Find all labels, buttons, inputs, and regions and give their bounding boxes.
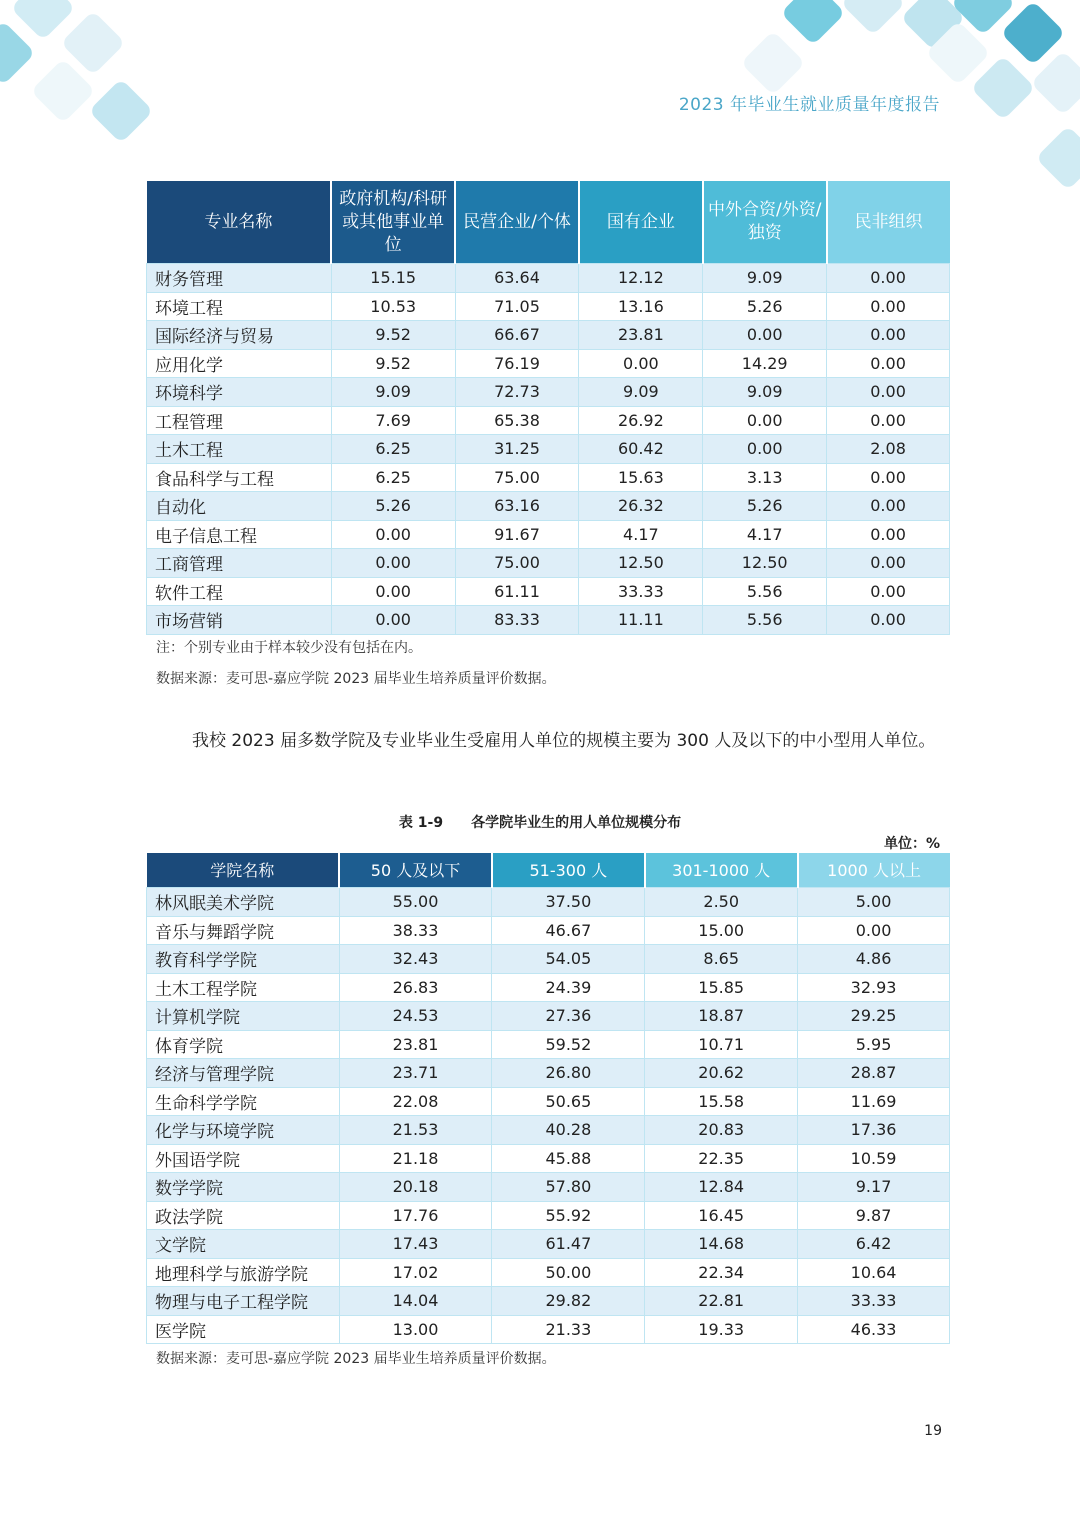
value-cell: 17.43 — [339, 1230, 492, 1259]
value-cell: 0.00 — [703, 435, 827, 464]
value-cell: 0.00 — [827, 349, 950, 378]
value-cell: 38.33 — [339, 916, 492, 945]
value-cell: 0.00 — [827, 406, 950, 435]
row-label-cell: 林风眠美术学院 — [147, 888, 340, 917]
value-cell: 0.00 — [331, 520, 455, 549]
row-label-cell: 外国语学院 — [147, 1144, 340, 1173]
table-row — [147, 945, 950, 974]
value-cell: 15.85 — [645, 973, 798, 1002]
row-label-cell: 音乐与舞蹈学院 — [147, 916, 340, 945]
row-label-cell: 国际经济与贸易 — [147, 321, 332, 350]
value-cell: 59.52 — [492, 1030, 645, 1059]
table-row — [147, 1201, 950, 1230]
value-cell: 57.80 — [492, 1173, 645, 1202]
table-caption: 表 1-9 各学院毕业生的用人单位规模分布 — [398, 815, 682, 831]
value-cell: 50.00 — [492, 1258, 645, 1287]
value-cell: 18.87 — [645, 1002, 798, 1031]
value-cell: 26.32 — [579, 492, 703, 521]
data-source: 数据来源：麦可思-嘉应学院 2023 届毕业生培养质量评价数据。 — [156, 1351, 556, 1367]
table-row — [147, 606, 950, 635]
value-cell: 9.09 — [703, 378, 827, 407]
column-header: 中外合资/外资/独资 — [703, 181, 827, 264]
table-row — [147, 1116, 950, 1145]
value-cell: 55.00 — [339, 888, 492, 917]
value-cell: 4.17 — [579, 520, 703, 549]
value-cell: 0.00 — [827, 292, 950, 321]
value-cell: 5.26 — [331, 492, 455, 521]
major-employer-type-table — [146, 181, 950, 635]
value-cell: 75.00 — [455, 463, 579, 492]
value-cell: 3.13 — [703, 463, 827, 492]
value-cell: 15.15 — [331, 264, 455, 293]
row-label-cell: 地理科学与旅游学院 — [147, 1258, 340, 1287]
value-cell: 45.88 — [492, 1144, 645, 1173]
unit-label: 单位：% — [883, 836, 940, 852]
value-cell: 23.71 — [339, 1059, 492, 1088]
table-row — [147, 1087, 950, 1116]
column-header: 50 人及以下 — [339, 853, 492, 888]
table-body — [147, 888, 950, 1344]
row-label-cell: 教育科学学院 — [147, 945, 340, 974]
value-cell: 19.33 — [645, 1315, 798, 1344]
table-header — [147, 853, 950, 888]
value-cell: 23.81 — [339, 1030, 492, 1059]
row-label-cell: 文学院 — [147, 1230, 340, 1259]
value-cell: 13.00 — [339, 1315, 492, 1344]
row-label-cell: 市场营销 — [147, 606, 332, 635]
column-header: 国有企业 — [579, 181, 703, 264]
value-cell: 5.00 — [798, 888, 950, 917]
page-number: 19 — [924, 1423, 942, 1439]
column-header: 51-300 人 — [492, 853, 645, 888]
table-row — [147, 549, 950, 578]
value-cell: 29.25 — [798, 1002, 950, 1031]
value-cell: 14.04 — [339, 1287, 492, 1316]
value-cell: 26.83 — [339, 973, 492, 1002]
row-label-cell: 生命科学学院 — [147, 1087, 340, 1116]
row-label-cell: 物理与电子工程学院 — [147, 1287, 340, 1316]
value-cell: 15.58 — [645, 1087, 798, 1116]
value-cell: 27.36 — [492, 1002, 645, 1031]
value-cell: 11.11 — [579, 606, 703, 635]
value-cell: 9.87 — [798, 1201, 950, 1230]
value-cell: 0.00 — [827, 520, 950, 549]
row-label-cell: 电子信息工程 — [147, 520, 332, 549]
value-cell: 24.53 — [339, 1002, 492, 1031]
value-cell: 13.16 — [579, 292, 703, 321]
value-cell: 6.25 — [331, 435, 455, 464]
row-label-cell: 环境科学 — [147, 378, 332, 407]
value-cell: 21.18 — [339, 1144, 492, 1173]
data-source: 数据来源：麦可思-嘉应学院 2023 届毕业生培养质量评价数据。 — [156, 671, 556, 687]
value-cell: 28.87 — [798, 1059, 950, 1088]
table-row — [147, 916, 950, 945]
value-cell: 14.29 — [703, 349, 827, 378]
value-cell: 9.09 — [703, 264, 827, 293]
table-row — [147, 973, 950, 1002]
value-cell: 12.84 — [645, 1173, 798, 1202]
value-cell: 22.34 — [645, 1258, 798, 1287]
value-cell: 10.64 — [798, 1258, 950, 1287]
value-cell: 20.18 — [339, 1173, 492, 1202]
row-label-cell: 工商管理 — [147, 549, 332, 578]
value-cell: 9.09 — [331, 378, 455, 407]
value-cell: 26.92 — [579, 406, 703, 435]
value-cell: 71.05 — [455, 292, 579, 321]
value-cell: 31.25 — [455, 435, 579, 464]
value-cell: 0.00 — [331, 549, 455, 578]
value-cell: 6.25 — [331, 463, 455, 492]
column-header: 专业名称 — [147, 181, 332, 264]
value-cell: 0.00 — [827, 577, 950, 606]
row-label-cell: 土木工程学院 — [147, 973, 340, 1002]
row-label-cell: 财务管理 — [147, 264, 332, 293]
table-row — [147, 1315, 950, 1344]
value-cell: 21.33 — [492, 1315, 645, 1344]
value-cell: 20.62 — [645, 1059, 798, 1088]
value-cell: 29.82 — [492, 1287, 645, 1316]
table-row — [147, 292, 950, 321]
value-cell: 5.56 — [703, 577, 827, 606]
value-cell: 32.43 — [339, 945, 492, 974]
row-label-cell: 数学学院 — [147, 1173, 340, 1202]
column-header: 民非组织 — [827, 181, 950, 264]
value-cell: 14.68 — [645, 1230, 798, 1259]
table-row — [147, 463, 950, 492]
value-cell: 6.42 — [798, 1230, 950, 1259]
value-cell: 75.00 — [455, 549, 579, 578]
value-cell: 0.00 — [703, 406, 827, 435]
value-cell: 54.05 — [492, 945, 645, 974]
table-row — [147, 1030, 950, 1059]
value-cell: 0.00 — [827, 606, 950, 635]
value-cell: 72.73 — [455, 378, 579, 407]
column-header: 学院名称 — [147, 853, 340, 888]
value-cell: 12.50 — [579, 549, 703, 578]
value-cell: 4.17 — [703, 520, 827, 549]
value-cell: 37.50 — [492, 888, 645, 917]
table-row — [147, 1059, 950, 1088]
value-cell: 63.64 — [455, 264, 579, 293]
body-paragraph: 我校 2023 届多数学院及专业毕业生受雇用人单位的规模主要为 300 人及以下的中小型用人单位。 — [192, 731, 936, 751]
row-label-cell: 土木工程 — [147, 435, 332, 464]
column-header: 1000 人以上 — [798, 853, 950, 888]
table-row — [147, 321, 950, 350]
table-row — [147, 1230, 950, 1259]
value-cell: 23.81 — [579, 321, 703, 350]
value-cell: 2.08 — [827, 435, 950, 464]
value-cell: 5.26 — [703, 292, 827, 321]
college-employer-size-table — [146, 853, 950, 1344]
column-header: 301-1000 人 — [645, 853, 798, 888]
table-body — [147, 264, 950, 635]
value-cell: 32.93 — [798, 973, 950, 1002]
value-cell: 61.11 — [455, 577, 579, 606]
table-row — [147, 1144, 950, 1173]
value-cell: 17.36 — [798, 1116, 950, 1145]
value-cell: 22.35 — [645, 1144, 798, 1173]
value-cell: 11.69 — [798, 1087, 950, 1116]
table-row — [147, 520, 950, 549]
table-row — [147, 492, 950, 521]
value-cell: 76.19 — [455, 349, 579, 378]
value-cell: 61.47 — [492, 1230, 645, 1259]
table-row — [147, 1002, 950, 1031]
value-cell: 50.65 — [492, 1087, 645, 1116]
table-row — [147, 577, 950, 606]
value-cell: 10.59 — [798, 1144, 950, 1173]
value-cell: 5.95 — [798, 1030, 950, 1059]
table-row — [147, 406, 950, 435]
value-cell: 24.39 — [492, 973, 645, 1002]
value-cell: 0.00 — [827, 321, 950, 350]
value-cell: 2.50 — [645, 888, 798, 917]
row-label-cell: 化学与环境学院 — [147, 1116, 340, 1145]
value-cell: 9.09 — [579, 378, 703, 407]
value-cell: 9.52 — [331, 349, 455, 378]
table-row — [147, 1258, 950, 1287]
value-cell: 0.00 — [798, 916, 950, 945]
value-cell: 33.33 — [579, 577, 703, 606]
value-cell: 0.00 — [579, 349, 703, 378]
value-cell: 83.33 — [455, 606, 579, 635]
value-cell: 15.63 — [579, 463, 703, 492]
table-row — [147, 435, 950, 464]
row-label-cell: 经济与管理学院 — [147, 1059, 340, 1088]
value-cell: 66.67 — [455, 321, 579, 350]
row-label-cell: 应用化学 — [147, 349, 332, 378]
value-cell: 4.86 — [798, 945, 950, 974]
value-cell: 10.71 — [645, 1030, 798, 1059]
value-cell: 0.00 — [331, 577, 455, 606]
row-label-cell: 环境工程 — [147, 292, 332, 321]
value-cell: 22.81 — [645, 1287, 798, 1316]
value-cell: 10.53 — [331, 292, 455, 321]
value-cell: 9.17 — [798, 1173, 950, 1202]
value-cell: 0.00 — [827, 264, 950, 293]
value-cell: 60.42 — [579, 435, 703, 464]
table-row — [147, 264, 950, 293]
row-label-cell: 政法学院 — [147, 1201, 340, 1230]
value-cell: 26.80 — [492, 1059, 645, 1088]
value-cell: 0.00 — [827, 549, 950, 578]
table-row — [147, 349, 950, 378]
report-header-title: 2023 年毕业生就业质量年度报告 — [678, 95, 940, 115]
value-cell: 0.00 — [827, 378, 950, 407]
value-cell: 22.08 — [339, 1087, 492, 1116]
value-cell: 46.67 — [492, 916, 645, 945]
column-header: 民营企业/个体 — [455, 181, 579, 264]
value-cell: 91.67 — [455, 520, 579, 549]
value-cell: 17.02 — [339, 1258, 492, 1287]
table-row — [147, 378, 950, 407]
value-cell: 46.33 — [798, 1315, 950, 1344]
row-label-cell: 计算机学院 — [147, 1002, 340, 1031]
value-cell: 12.50 — [703, 549, 827, 578]
value-cell: 21.53 — [339, 1116, 492, 1145]
value-cell: 16.45 — [645, 1201, 798, 1230]
row-label-cell: 工程管理 — [147, 406, 332, 435]
value-cell: 20.83 — [645, 1116, 798, 1145]
table-row — [147, 1173, 950, 1202]
row-label-cell: 体育学院 — [147, 1030, 340, 1059]
value-cell: 7.69 — [331, 406, 455, 435]
value-cell: 0.00 — [827, 463, 950, 492]
value-cell: 0.00 — [827, 492, 950, 521]
value-cell: 33.33 — [798, 1287, 950, 1316]
table-row — [147, 1287, 950, 1316]
value-cell: 0.00 — [703, 321, 827, 350]
value-cell: 63.16 — [455, 492, 579, 521]
column-header: 政府机构/科研或其他事业单位 — [331, 181, 455, 264]
table-row — [147, 888, 950, 917]
row-label-cell: 食品科学与工程 — [147, 463, 332, 492]
value-cell: 15.00 — [645, 916, 798, 945]
value-cell: 12.12 — [579, 264, 703, 293]
value-cell: 55.92 — [492, 1201, 645, 1230]
value-cell: 17.76 — [339, 1201, 492, 1230]
value-cell: 65.38 — [455, 406, 579, 435]
row-label-cell: 医学院 — [147, 1315, 340, 1344]
value-cell: 8.65 — [645, 945, 798, 974]
value-cell: 0.00 — [331, 606, 455, 635]
value-cell: 5.26 — [703, 492, 827, 521]
value-cell: 40.28 — [492, 1116, 645, 1145]
value-cell: 5.56 — [703, 606, 827, 635]
row-label-cell: 软件工程 — [147, 577, 332, 606]
table-header — [147, 181, 950, 264]
row-label-cell: 自动化 — [147, 492, 332, 521]
value-cell: 9.52 — [331, 321, 455, 350]
table-note: 注：个别专业由于样本较少没有包括在内。 — [156, 640, 422, 656]
